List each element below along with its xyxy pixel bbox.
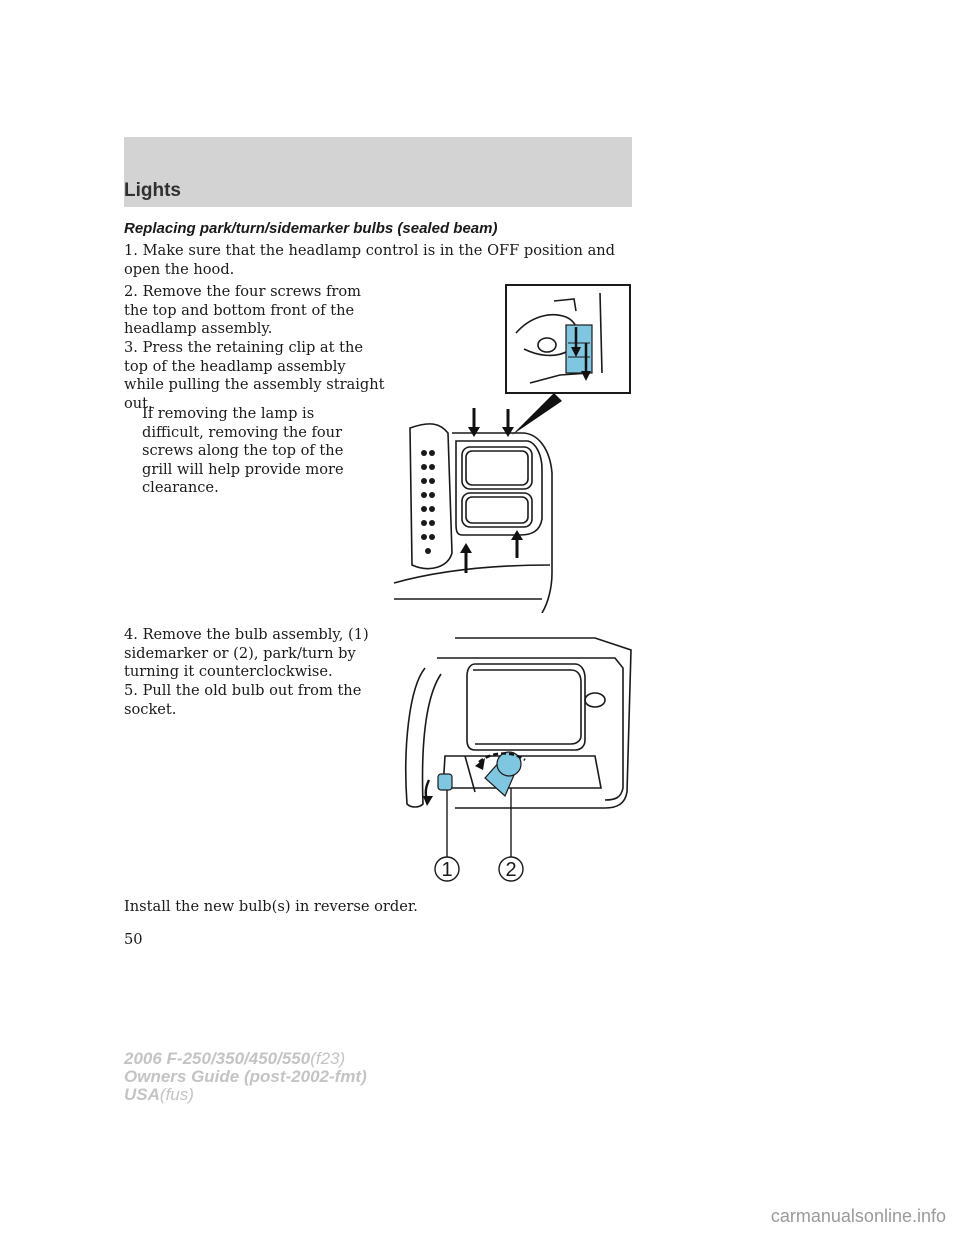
- section-title: Lights: [124, 180, 181, 201]
- footer-model: 2006 F-250/350/450/550: [124, 1049, 311, 1068]
- headlamp-removal-figure: [390, 283, 635, 613]
- footer-model-code: (f23): [310, 1049, 346, 1068]
- step-4: 4. Remove the bulb assembly, (1) sidemarker or (2), park/turn by turning it counterclockwise.: [124, 626, 369, 680]
- callout-2-label: 2: [505, 859, 517, 881]
- step-3: 3. Press the retaining clip at the top of the headlamp assembly while pulling the assembly straight out.: [124, 339, 385, 412]
- step-2: 2. Remove the four screws from the top and bottom front of the headlamp assembly.: [124, 283, 361, 337]
- park-turn-bulb: [485, 752, 521, 796]
- footer-market-code: (fus): [159, 1085, 194, 1104]
- callout-1-label: 1: [441, 859, 453, 881]
- closing-instruction: Install the new bulb(s) in reverse order.: [124, 898, 418, 915]
- page-number: 50: [124, 931, 143, 948]
- footer-guide: Owners Guide (post-2002-fmt): [124, 1067, 367, 1086]
- step-1: 1. Make sure that the headlamp control is in the OFF position and open the hood.: [124, 242, 616, 278]
- subheading: Replacing park/turn/sidemarker bulbs (sealed beam): [124, 220, 498, 237]
- step-3-note: If removing the lamp is difficult, removing the four screws along the top of the grill will help provide more clearance.: [142, 405, 344, 496]
- sidemarker-bulb: [438, 774, 452, 790]
- bulb-socket-figure: [395, 628, 640, 890]
- header-band: [124, 137, 632, 207]
- footer-market: USA: [124, 1085, 160, 1104]
- watermark[interactable]: carmanualsonline.info: [770, 1206, 946, 1226]
- footer: [124, 1050, 367, 1104]
- step-5: 5. Pull the old bulb out from the socket.: [124, 682, 362, 718]
